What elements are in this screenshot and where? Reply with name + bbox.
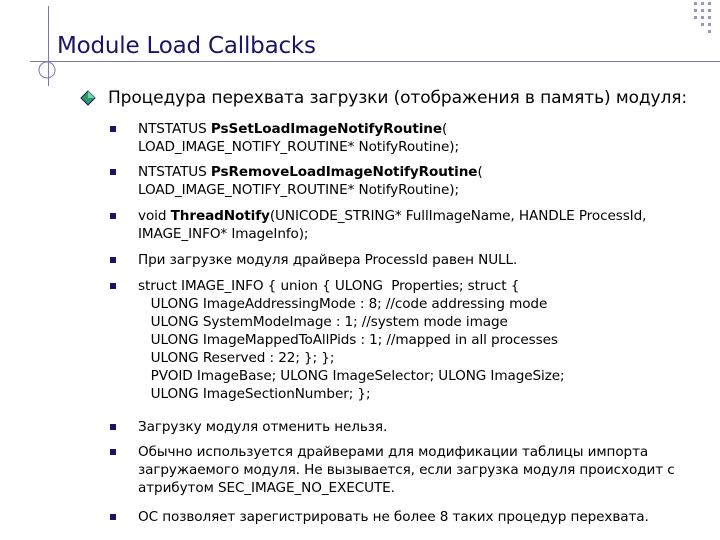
square-bullet-icon [110,213,116,219]
list-item-text: Загрузку модуля отменить нельзя. [138,419,388,435]
list-item-text: Обычно используется драйверами для модификации таблицы импорта загружаемого модуля. Не вызывается, если загрузка модуля происходит с атрибутом SEC_IMAGE_NO_EXECUTE. [138,444,675,496]
square-bullet-icon [110,257,116,263]
square-bullet-icon [110,424,116,430]
struct-line: ULONG SystemModeImage : 1; //system mode image [138,314,508,330]
function-name: ThreadNotify [170,208,270,224]
square-bullet-icon [110,514,116,520]
square-bullet-icon [110,126,116,132]
function-name: PsSetLoadImageNotifyRoutine [210,121,442,137]
square-bullet-icon [110,169,116,175]
square-bullet-icon [110,283,116,289]
list-item-text: void ThreadNotify(UNICODE_STRING* FullImageName, HANDLE ProcessId, IMAGE_INFO* ImageInfo); [138,208,647,242]
slide-title: Module Load Callbacks [57,33,316,59]
struct-definition [138,277,710,403]
struct-line: ULONG ImageMappedToAllPids : 1; //mapped in all processes [138,332,558,348]
list-item-text: NTSTATUS PsRemoveLoadImageNotifyRoutine( LOAD_IMAGE_NOTIFY_ROUTINE* NotifyRoutine); [138,164,483,198]
struct-line: ULONG ImageSectionNumber; }; [138,386,371,402]
function-name: PsRemoveLoadImageNotifyRoutine [210,164,478,180]
list-item-text: При загрузке модуля драйвера ProcessId равен NULL. [138,252,518,268]
list-item-text: ОС позволяет зарегистрировать не более 8 таких процедур перехвата. [138,509,649,525]
struct-line: ULONG ImageAddressingMode : 8; //code addressing mode [138,296,548,312]
struct-line: struct IMAGE_INFO { union { ULONG Properties; struct { [138,278,520,294]
main-bullet-text: Процедура перехвата загрузки (отображения в память) модуля: [108,88,687,108]
square-bullet-icon [110,449,116,455]
struct-line: ULONG Reserved : 22; }; }; [138,350,335,366]
list-item-text: NTSTATUS PsSetLoadImageNotifyRoutine( LOAD_IMAGE_NOTIFY_ROUTINE* NotifyRoutine); [138,121,459,155]
struct-line: PVOID ImageBase; ULONG ImageSelector; ULONG ImageSize; [138,368,565,384]
